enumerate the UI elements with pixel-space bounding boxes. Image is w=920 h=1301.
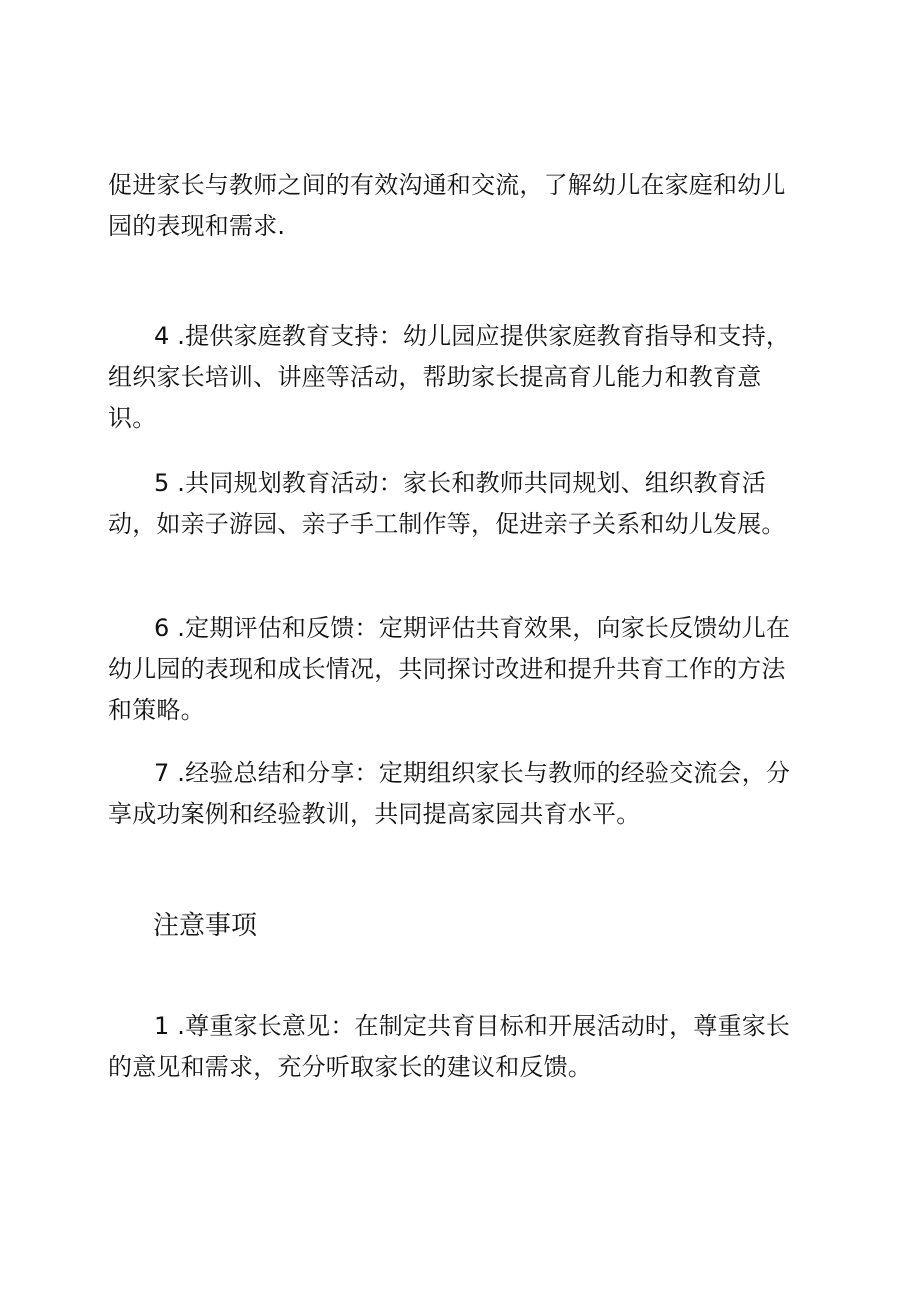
list-item-5: 5 .共同规划教育活动：家长和教师共同规划、组织教育活动，如亲子游园、亲子手工制作等，促进亲子关系和幼儿发展。 — [108, 469, 786, 538]
note-item-1: 1 .尊重家长意见：在制定共育目标和开展活动时，尊重家长的意见和需求，充分听取家长的建议和反馈。 — [108, 1012, 791, 1081]
list-item-4: 4 .提供家庭教育支持：幼儿园应提供家庭教育指导和支持，组织家长培训、讲座等活动，帮助家长提高育儿能力和教育意识。 — [108, 322, 791, 432]
section-heading: 注意事项 — [153, 911, 258, 941]
paragraph-continuation: 促进家长与教师之间的有效沟通和交流，了解幼儿在家庭和幼儿园的表现和需求. — [108, 171, 786, 240]
list-item-6: 6 .定期评估和反馈：定期评估共育效果，向家长反馈幼儿在幼儿园的表现和成长情况，共同探讨改进和提升共育工作的方法和策略。 — [108, 614, 791, 724]
list-item-7: 7 .经验总结和分享：定期组织家长与教师的经验交流会，分享成功案例和经验教训，共同提高家园共育水平。 — [108, 759, 791, 828]
